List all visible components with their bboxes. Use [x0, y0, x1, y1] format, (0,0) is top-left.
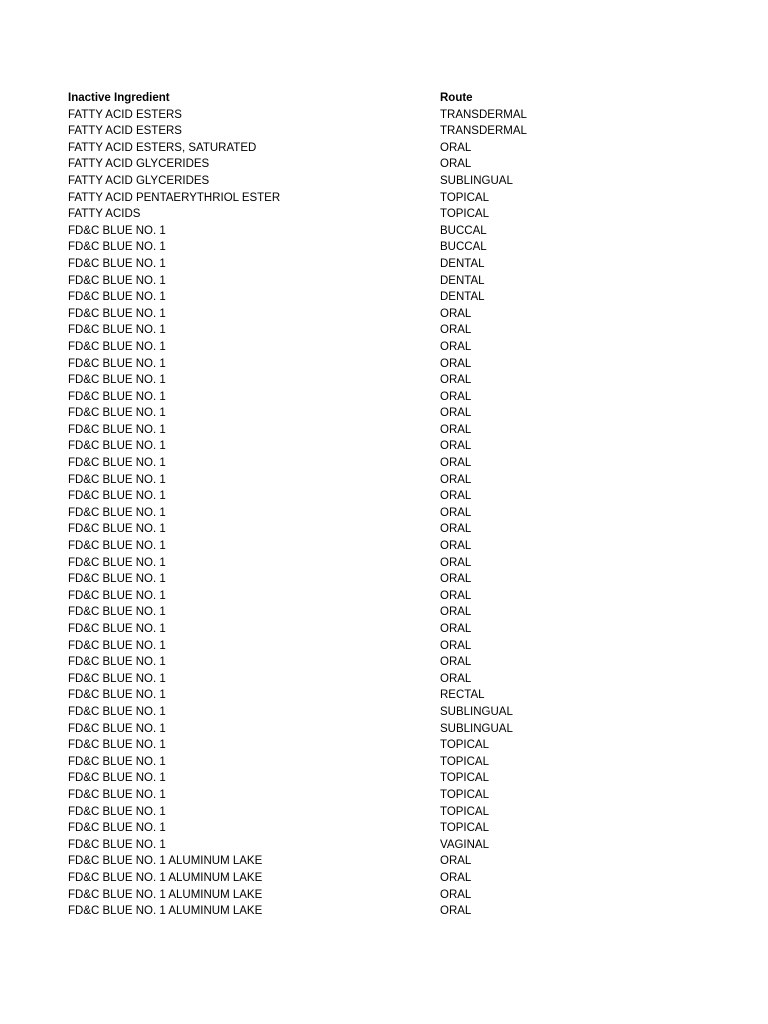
- route-cell: DENTAL: [440, 257, 485, 270]
- ingredient-cell: FD&C BLUE NO. 1: [68, 224, 166, 237]
- route-cell: TOPICAL: [440, 822, 489, 835]
- table-row: [68, 256, 708, 273]
- ingredient-cell: FATTY ACID ESTERS, SATURATED: [68, 141, 257, 154]
- route-cell: TOPICAL: [440, 755, 489, 768]
- table-row: [68, 455, 708, 472]
- ingredient-cell: FD&C BLUE NO. 1: [68, 457, 166, 470]
- table-row: [68, 422, 708, 439]
- route-cell: TRANSDERMAL: [440, 108, 527, 121]
- table-row: [68, 754, 708, 771]
- route-cell: DENTAL: [440, 291, 485, 304]
- route-cell: ORAL: [440, 141, 472, 154]
- route-cell: TOPICAL: [440, 772, 489, 785]
- table-row: [68, 604, 708, 621]
- table-row: [68, 588, 708, 605]
- table-row: [68, 405, 708, 422]
- ingredient-cell: FD&C BLUE NO. 1: [68, 672, 166, 685]
- route-cell: ORAL: [440, 556, 472, 569]
- route-cell: ORAL: [440, 656, 472, 669]
- ingredient-cell: FD&C BLUE NO. 1: [68, 257, 166, 270]
- ingredient-cell: FATTY ACID PENTAERYTHRIOL ESTER: [68, 191, 281, 204]
- table-row: [68, 521, 708, 538]
- route-cell: BUCCAL: [440, 241, 487, 254]
- route-cell: ORAL: [440, 423, 472, 436]
- ingredient-cell: FATTY ACID GLYCERIDES: [68, 174, 210, 187]
- table-row: [68, 671, 708, 688]
- ingredient-cell: FD&C BLUE NO. 1: [68, 772, 166, 785]
- table-row: [68, 721, 708, 738]
- ingredient-cell: FD&C BLUE NO. 1: [68, 805, 166, 818]
- ingredient-cell: FD&C BLUE NO. 1: [68, 423, 166, 436]
- table-row: [68, 804, 708, 821]
- route-cell: SUBLINGUAL: [440, 705, 513, 718]
- route-cell: ORAL: [440, 407, 472, 420]
- ingredient-column-header: Inactive Ingredient: [68, 92, 170, 104]
- table-row: [68, 638, 708, 655]
- route-cell: ORAL: [440, 606, 472, 619]
- ingredient-cell: FD&C BLUE NO. 1: [68, 340, 166, 353]
- ingredient-cell: FD&C BLUE NO. 1: [68, 556, 166, 569]
- route-cell: ORAL: [440, 888, 472, 901]
- ingredient-cell: FD&C BLUE NO. 1: [68, 241, 166, 254]
- table-row: [68, 107, 708, 124]
- table-header-row: [68, 90, 708, 107]
- ingredient-cell: FD&C BLUE NO. 1: [68, 755, 166, 768]
- table-row: [68, 488, 708, 505]
- ingredient-cell: FD&C BLUE NO. 1: [68, 490, 166, 503]
- table-row: [68, 837, 708, 854]
- table-row: [68, 206, 708, 223]
- table-row: [68, 621, 708, 638]
- route-cell: ORAL: [440, 623, 472, 635]
- ingredient-cell: FD&C BLUE NO. 1: [68, 540, 166, 553]
- table-row: [68, 472, 708, 489]
- route-cell: RECTAL: [440, 689, 485, 702]
- route-cell: BUCCAL: [440, 224, 487, 237]
- route-cell: TOPICAL: [440, 191, 489, 204]
- route-cell: SUBLINGUAL: [440, 174, 513, 187]
- ingredient-cell: FD&C BLUE NO. 1: [68, 722, 166, 735]
- ingredient-cell: FD&C BLUE NO. 1: [68, 274, 166, 287]
- route-column-header: Route: [440, 92, 473, 104]
- route-cell: VAGINAL: [440, 838, 489, 851]
- ingredient-cell: FD&C BLUE NO. 1: [68, 407, 166, 420]
- route-cell: TOPICAL: [440, 739, 489, 752]
- ingredient-cell: FD&C BLUE NO. 1 ALUMINUM LAKE: [68, 905, 263, 918]
- route-cell: ORAL: [440, 374, 472, 387]
- route-cell: ORAL: [440, 457, 472, 470]
- ingredient-cell: FD&C BLUE NO. 1: [68, 374, 166, 387]
- ingredient-cell: FD&C BLUE NO. 1 ALUMINUM LAKE: [68, 855, 263, 868]
- route-cell: DENTAL: [440, 274, 485, 287]
- ingredient-cell: FD&C BLUE NO. 1: [68, 705, 166, 718]
- ingredient-cell: FD&C BLUE NO. 1 ALUMINUM LAKE: [68, 871, 263, 884]
- ingredient-cell: FD&C BLUE NO. 1: [68, 357, 166, 370]
- ingredient-cell: FATTY ACID ESTERS: [68, 108, 182, 121]
- table-row: [68, 820, 708, 837]
- route-cell: ORAL: [440, 523, 472, 536]
- route-cell: ORAL: [440, 390, 472, 403]
- table-row: [68, 538, 708, 555]
- ingredient-cell: FD&C BLUE NO. 1: [68, 689, 166, 702]
- route-cell: ORAL: [440, 440, 472, 453]
- route-cell: ORAL: [440, 490, 472, 503]
- ingredient-cell: FD&C BLUE NO. 1: [68, 291, 166, 304]
- route-cell: TOPICAL: [440, 208, 489, 221]
- table-row: [68, 123, 708, 140]
- table-row: [68, 239, 708, 256]
- ingredient-cell: FD&C BLUE NO. 1: [68, 838, 166, 851]
- ingredient-cell: FD&C BLUE NO. 1: [68, 788, 166, 801]
- route-cell: ORAL: [440, 357, 472, 370]
- ingredient-cell: FD&C BLUE NO. 1: [68, 440, 166, 453]
- table-row: [68, 372, 708, 389]
- ingredient-cell: FATTY ACIDS: [68, 208, 141, 221]
- route-cell: ORAL: [440, 324, 472, 337]
- route-cell: ORAL: [440, 871, 472, 884]
- ingredient-cell: FATTY ACID ESTERS: [68, 125, 182, 138]
- ingredient-cell: FD&C BLUE NO. 1: [68, 390, 166, 403]
- table-body: [68, 107, 708, 920]
- table-row: [68, 887, 708, 904]
- route-cell: TOPICAL: [440, 788, 489, 801]
- ingredient-cell: FD&C BLUE NO. 1: [68, 324, 166, 337]
- table-row: [68, 654, 708, 671]
- ingredient-cell: FD&C BLUE NO. 1: [68, 573, 166, 586]
- ingredient-cell: FD&C BLUE NO. 1: [68, 589, 166, 602]
- table-row: [68, 289, 708, 306]
- route-cell: ORAL: [440, 540, 472, 553]
- ingredient-cell: FD&C BLUE NO. 1: [68, 473, 166, 486]
- table-row: [68, 555, 708, 572]
- ingredient-cell: FD&C BLUE NO. 1: [68, 639, 166, 652]
- route-cell: ORAL: [440, 473, 472, 486]
- route-cell: ORAL: [440, 573, 472, 586]
- ingredient-cell: FD&C BLUE NO. 1: [68, 822, 166, 835]
- ingredient-cell: FD&C BLUE NO. 1: [68, 523, 166, 536]
- ingredient-cell: FD&C BLUE NO. 1: [68, 606, 166, 619]
- table-row: [68, 190, 708, 207]
- ingredient-cell: FD&C BLUE NO. 1 ALUMINUM LAKE: [68, 888, 263, 901]
- ingredient-cell: FD&C BLUE NO. 1: [68, 506, 166, 519]
- table-row: [68, 505, 708, 522]
- route-cell: ORAL: [440, 307, 472, 320]
- route-cell: ORAL: [440, 506, 472, 519]
- ingredient-cell: FD&C BLUE NO. 1: [68, 739, 166, 752]
- ingredient-cell: FD&C BLUE NO. 1: [68, 656, 166, 669]
- table-row: [68, 173, 708, 190]
- table-row: [68, 273, 708, 290]
- table-row: [68, 438, 708, 455]
- table-row: [68, 853, 708, 870]
- table-row: [68, 870, 708, 887]
- table-row: [68, 322, 708, 339]
- table-row: [68, 140, 708, 157]
- route-cell: ORAL: [440, 905, 472, 918]
- route-cell: ORAL: [440, 639, 472, 652]
- table-row: [68, 156, 708, 173]
- table-row: [68, 356, 708, 373]
- table-row: [68, 737, 708, 754]
- table-row: [68, 306, 708, 323]
- route-cell: TRANSDERMAL: [440, 125, 527, 138]
- table-row: [68, 787, 708, 804]
- ingredient-cell: FD&C BLUE NO. 1: [68, 307, 166, 320]
- route-cell: SUBLINGUAL: [440, 722, 513, 735]
- table-row: [68, 903, 708, 920]
- table-row: [68, 770, 708, 787]
- table-row: [68, 687, 708, 704]
- table-row: [68, 223, 708, 240]
- table-row: [68, 389, 708, 406]
- ingredient-route-table: [68, 90, 708, 920]
- route-cell: ORAL: [440, 672, 472, 685]
- route-cell: ORAL: [440, 855, 472, 868]
- table-row: [68, 704, 708, 721]
- route-cell: TOPICAL: [440, 805, 489, 818]
- route-cell: ORAL: [440, 589, 472, 602]
- ingredient-cell: FATTY ACID GLYCERIDES: [68, 158, 210, 171]
- table-row: [68, 339, 708, 356]
- route-cell: ORAL: [440, 340, 472, 353]
- table-row: [68, 571, 708, 588]
- route-cell: ORAL: [440, 158, 472, 171]
- ingredient-cell: FD&C BLUE NO. 1: [68, 623, 166, 635]
